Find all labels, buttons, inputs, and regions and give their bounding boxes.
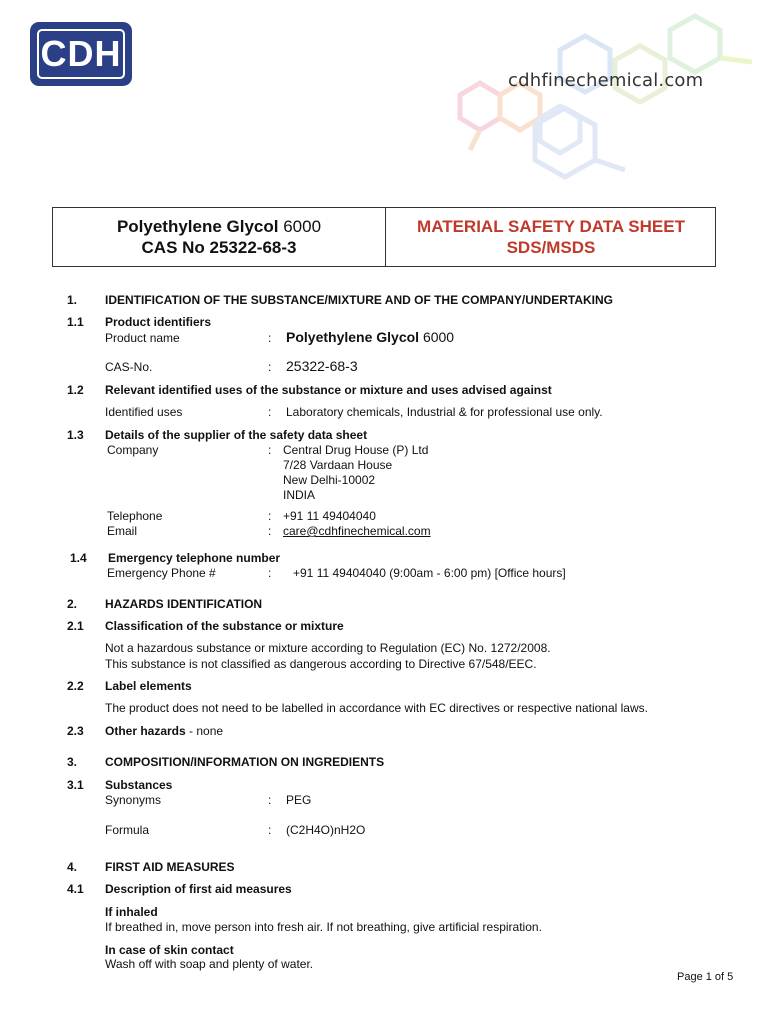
section-3-title: COMPOSITION/INFORMATION ON INGREDIENTS xyxy=(105,755,385,769)
doc-title xyxy=(386,216,716,258)
colon: : xyxy=(268,405,272,419)
product-name-label: Product name xyxy=(105,331,180,345)
telephone-label: Telephone xyxy=(107,509,163,523)
section-3-number: 3. xyxy=(67,755,78,769)
skin-contact-text: Wash off with soap and plenty of water. xyxy=(105,957,314,971)
section-4-number: 4. xyxy=(67,860,78,874)
product-title-name: Polyethylene Glycol xyxy=(116,217,279,236)
cas-title: CAS No 25322-68-3 xyxy=(141,238,297,257)
cdh-logo xyxy=(30,22,132,86)
colon: : xyxy=(268,524,272,538)
doc-title-main: MATERIAL SAFETY DATA SHEET xyxy=(417,217,685,236)
colon: : xyxy=(268,566,272,580)
other-hazards-value: - none xyxy=(185,724,224,738)
section-1-4-number: 1.4 xyxy=(70,551,87,565)
classification-line-2: This substance is not classified as dangerous according to Directive 67/548/EEC. xyxy=(105,657,537,671)
product-name-value xyxy=(286,329,454,345)
section-1-2-title: Relevant identified uses of the substance or mixture and uses advised against xyxy=(105,383,552,397)
section-4-title: FIRST AID MEASURES xyxy=(105,860,235,874)
page-number: Page 1 of 5 xyxy=(677,971,734,983)
colon: : xyxy=(268,443,272,457)
synonyms-label: Synonyms xyxy=(105,793,162,807)
company-line-4: INDIA xyxy=(283,488,316,502)
label-elements-text: The product does not need to be labelled in accordance with EC directives or respective national laws. xyxy=(105,701,648,715)
company-address xyxy=(283,443,428,503)
doc-title-sub: SDS/MSDS xyxy=(506,238,596,257)
company-label: Company xyxy=(107,443,159,457)
logo-text: CDH xyxy=(37,29,125,79)
telephone-value: +91 11 49404040 xyxy=(283,509,376,523)
formula-label: Formula xyxy=(105,823,150,837)
classification-line-1: Not a hazardous substance or mixture according to Regulation (EC) No. 1272/2008. xyxy=(105,641,551,655)
uses-label: Identified uses xyxy=(105,405,183,419)
skin-contact-title: In case of skin contact xyxy=(105,943,234,957)
inhaled-title: If inhaled xyxy=(105,905,158,919)
section-2-2-title: Label elements xyxy=(105,679,192,693)
colon: : xyxy=(268,331,272,345)
section-1-3-number: 1.3 xyxy=(67,428,84,442)
formula-value: (C2H4O)nH2O xyxy=(286,823,366,837)
section-2-number: 2. xyxy=(67,597,78,611)
colon: : xyxy=(268,823,272,837)
colon: : xyxy=(268,793,272,807)
section-1-1-title: Product identifiers xyxy=(105,315,212,329)
section-1-1-number: 1.1 xyxy=(67,315,84,329)
section-3-1-number: 3.1 xyxy=(67,778,84,792)
email-link[interactable]: care@cdhfinechemical.com xyxy=(283,524,431,538)
section-2-title: HAZARDS IDENTIFICATION xyxy=(105,597,263,611)
emergency-label: Emergency Phone # xyxy=(107,566,216,580)
product-title-number: 6000 xyxy=(278,217,322,236)
section-2-1-title: Classification of the substance or mixture xyxy=(105,619,344,633)
synonyms-value: PEG xyxy=(286,793,312,807)
cas-value: 25322-68-3 xyxy=(286,358,358,374)
product-name-number: 6000 xyxy=(419,329,455,345)
section-2-2-number: 2.2 xyxy=(67,679,84,693)
section-1-2-number: 1.2 xyxy=(67,383,84,397)
website-url[interactable]: cdhfinechemical.com xyxy=(508,70,704,91)
section-2-3-title xyxy=(105,724,223,738)
company-line-2: 7/28 Vardaan House xyxy=(283,458,393,472)
section-4-1-number: 4.1 xyxy=(67,882,84,896)
uses-value: Laboratory chemicals, Industrial & for professional use only. xyxy=(286,405,603,419)
inhaled-text: If breathed in, move person into fresh air. If not breathing, give artificial respiration. xyxy=(105,920,542,934)
section-2-3-number: 2.3 xyxy=(67,724,84,738)
emergency-value: +91 11 49404040 (9:00am - 6:00 pm) [Office hours] xyxy=(293,566,566,580)
product-title xyxy=(53,216,385,258)
section-4-1-title: Description of first aid measures xyxy=(105,882,292,896)
title-box xyxy=(52,207,716,267)
section-1-3-title: Details of the supplier of the safety data sheet xyxy=(105,428,368,442)
section-2-1-number: 2.1 xyxy=(67,619,84,633)
cas-label: CAS-No. xyxy=(105,360,153,374)
section-1-title: IDENTIFICATION OF THE SUBSTANCE/MIXTURE AND OF THE COMPANY/UNDERTAKING xyxy=(105,293,613,307)
colon: : xyxy=(268,509,272,523)
colon: : xyxy=(268,360,272,374)
company-line-3: New Delhi-10002 xyxy=(283,473,376,487)
other-hazards-title: Other hazards xyxy=(105,724,186,738)
section-1-number: 1. xyxy=(67,293,78,307)
molecule-background-graphic xyxy=(400,0,768,210)
email-label: Email xyxy=(107,524,138,538)
product-name-bold: Polyethylene Glycol xyxy=(286,329,420,345)
section-1-4-title: Emergency telephone number xyxy=(108,551,281,565)
section-3-1-title: Substances xyxy=(105,778,173,792)
company-line-1: Central Drug House (P) Ltd xyxy=(283,443,429,457)
